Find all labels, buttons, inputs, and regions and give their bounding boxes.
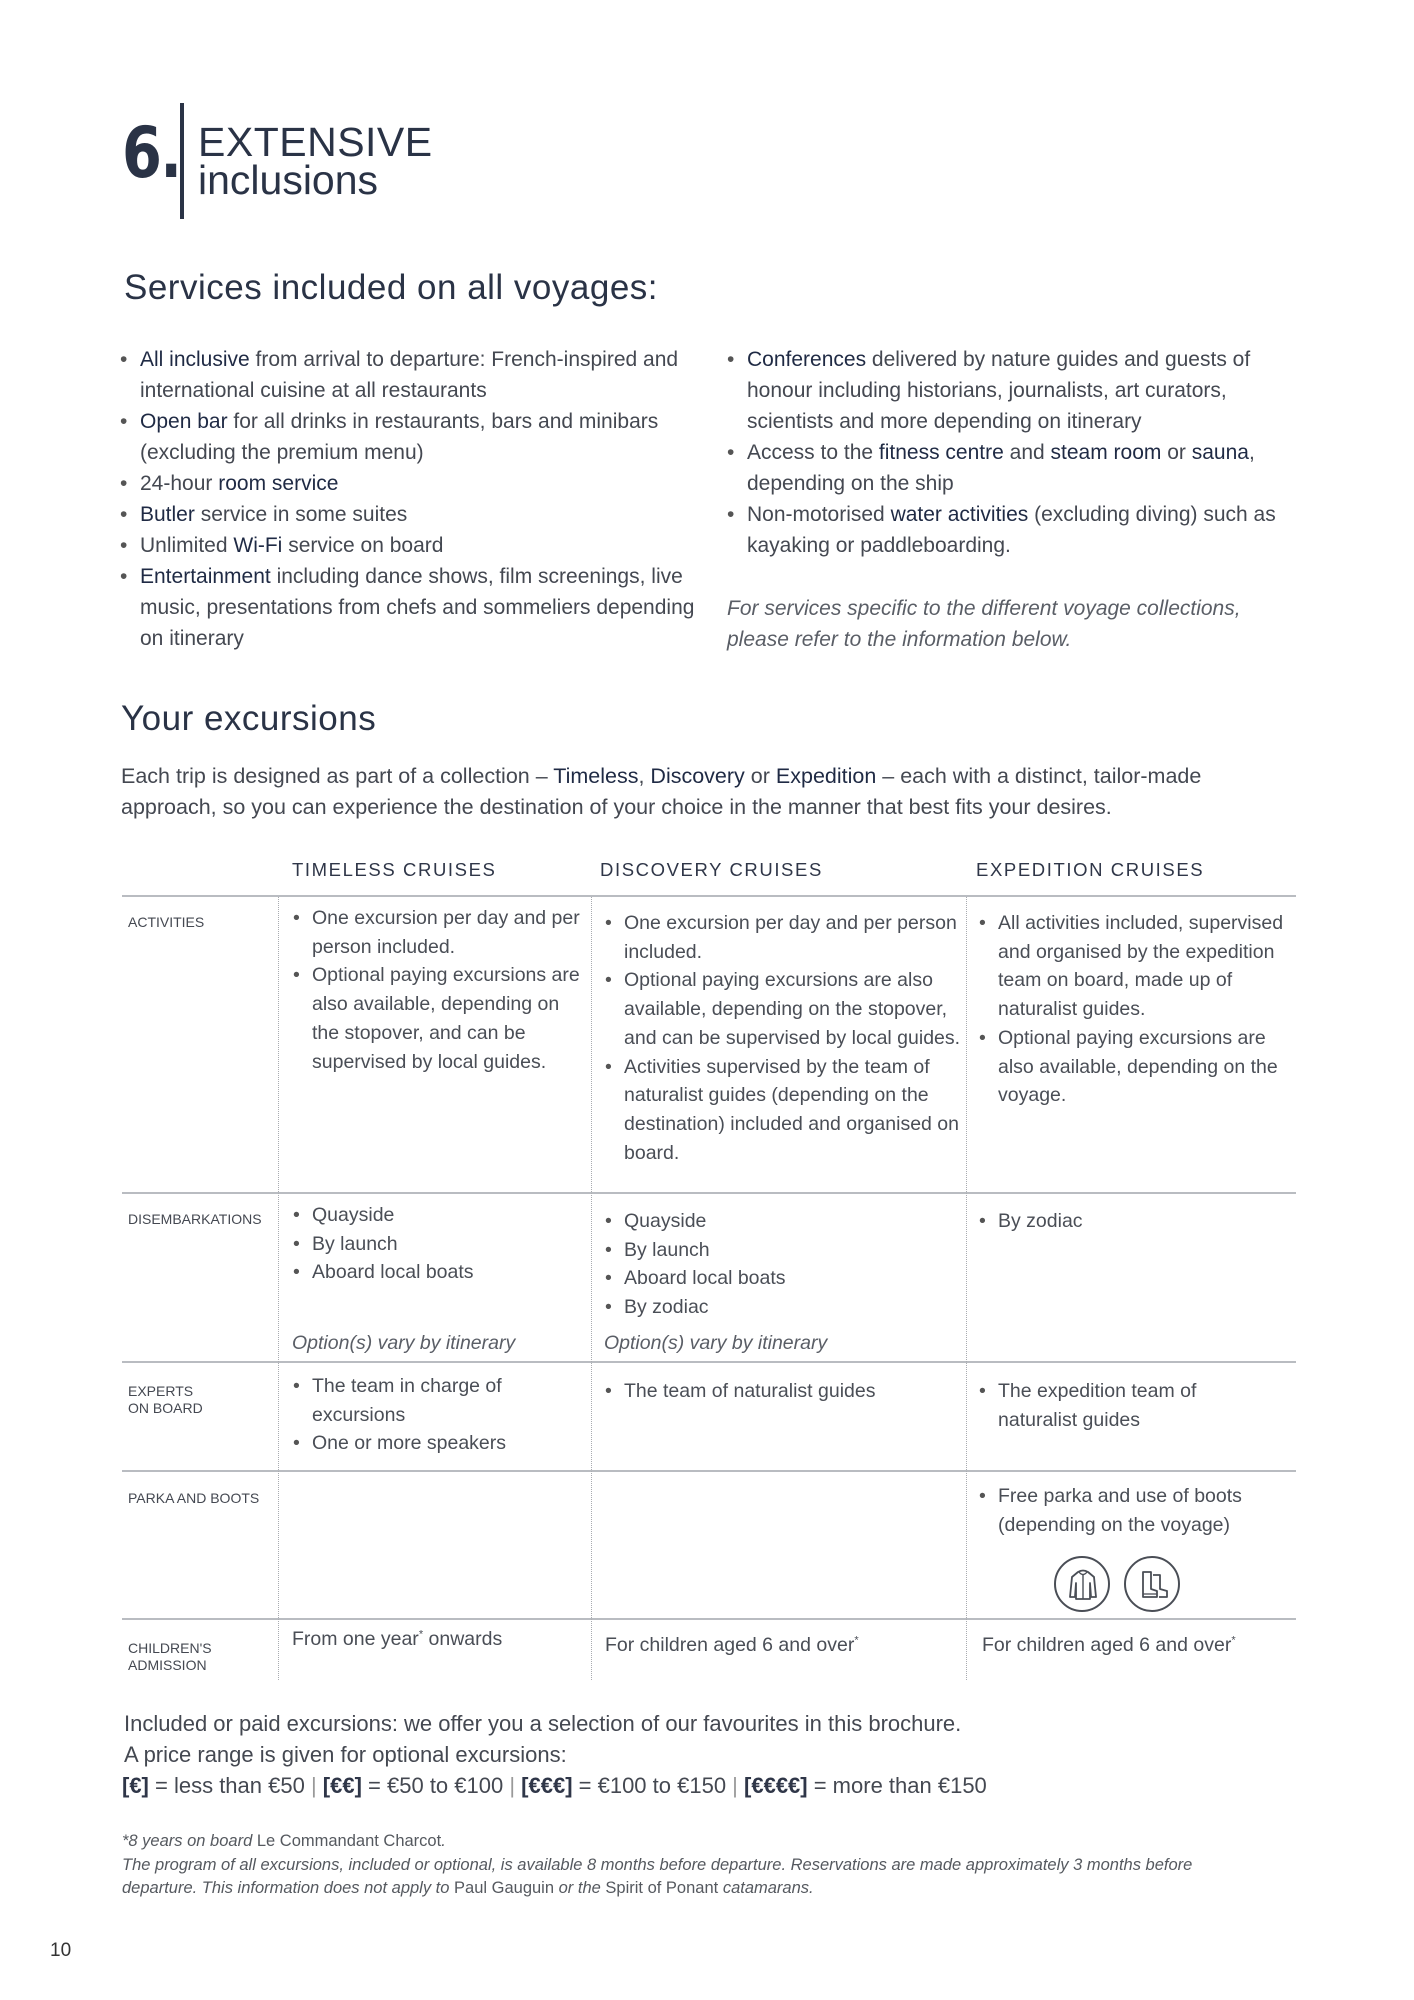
disembarkations-timeless-note: Option(s) vary by itinerary bbox=[292, 1332, 516, 1354]
services-note: For services specific to the different voyage collections, please refer to the information below. bbox=[727, 597, 1241, 651]
list-item: • Activities supervised by the team of naturalist guides (depending on the destination) included and organised on board. bbox=[604, 1053, 966, 1168]
table-rule bbox=[122, 1192, 1296, 1194]
list-item: • Quayside bbox=[604, 1207, 944, 1236]
row-label-children bbox=[128, 1640, 212, 1674]
excursions-title: Your excursions bbox=[121, 699, 377, 738]
services-title: Services included on all voyages: bbox=[124, 268, 659, 307]
list-item: • Aboard local boats bbox=[604, 1264, 944, 1293]
table-rule bbox=[122, 1361, 1296, 1363]
services-list-right bbox=[727, 344, 1317, 561]
col-header-timeless: TIMELESS CRUISES bbox=[292, 859, 497, 880]
col-header-discovery: DISCOVERY CRUISES bbox=[600, 859, 823, 880]
list-item: • All inclusive from arrival to departure: French-inspired and international cuisine at all restaurants bbox=[120, 344, 710, 406]
column-separator bbox=[278, 897, 279, 1680]
list-item: • One or more speakers bbox=[292, 1429, 522, 1458]
list-item: • Optional paying excursions are also available, depending on the stopover, and can be supervised by local guides. bbox=[292, 961, 582, 1076]
footnote-1: *8 years on board Le Commandant Charcot. bbox=[122, 1832, 446, 1850]
col-header-expedition: EXPEDITION CRUISES bbox=[976, 859, 1205, 880]
page-number: 10 bbox=[50, 1940, 72, 1961]
section-title-line2: inclusions bbox=[198, 157, 379, 203]
header-divider bbox=[180, 103, 184, 219]
list-item: • Open bar for all drinks in restaurants, bars and minibars (excluding the premium menu) bbox=[120, 406, 710, 468]
column-separator bbox=[591, 897, 592, 1680]
activities-timeless bbox=[292, 904, 582, 1076]
row-label-parka: PARKA AND BOOTS bbox=[128, 1490, 260, 1506]
list-item: • One excursion per day and per person included. bbox=[292, 904, 582, 961]
row-label-line: ADMISSION bbox=[128, 1657, 207, 1673]
table-rule bbox=[122, 895, 1296, 897]
list-item: • By launch bbox=[604, 1236, 944, 1265]
list-item: • Conferences delivered by nature guides and guests of honour including historians, journalists, art curators, scientists and more depending on itinerary bbox=[727, 344, 1317, 437]
list-item: • The expedition team of naturalist guides bbox=[978, 1377, 1208, 1434]
list-item: • By zodiac bbox=[604, 1293, 944, 1322]
list-item: • Butler service in some suites bbox=[120, 499, 710, 530]
activities-discovery bbox=[604, 909, 966, 1167]
services-list-left bbox=[120, 344, 710, 654]
table-rule bbox=[122, 1618, 1296, 1620]
row-label-experts bbox=[128, 1383, 203, 1417]
list-item: • Optional paying excursions are also available, depending on the voyage. bbox=[978, 1024, 1294, 1110]
list-item: • By zodiac bbox=[978, 1207, 1294, 1236]
experts-expedition bbox=[978, 1377, 1208, 1434]
table-rule bbox=[122, 1470, 1296, 1472]
list-item: • By launch bbox=[292, 1230, 582, 1259]
list-item: • The team of naturalist guides bbox=[604, 1377, 944, 1406]
disembarkations-discovery bbox=[604, 1207, 944, 1322]
activities-expedition bbox=[978, 909, 1294, 1110]
parka-icon bbox=[1054, 1556, 1110, 1612]
list-item: • All activities included, supervised and organised by the expedition team on board, made up of naturalist guides. bbox=[978, 909, 1294, 1024]
list-item: • One excursion per day and per person included. bbox=[604, 909, 966, 966]
row-label-line: CHILDREN'S bbox=[128, 1640, 212, 1656]
disembarkations-expedition bbox=[978, 1207, 1294, 1236]
row-label-disembarkations: DISEMBARKATIONS bbox=[128, 1211, 262, 1227]
section-number: 6. bbox=[122, 112, 181, 194]
list-item: • Non-motorised water activities (excluding diving) such as kayaking or paddleboarding. bbox=[727, 499, 1317, 561]
footnote-2: The program of all excursions, included or optional, is available 8 months before departure. Reservations are made approximately 3 months before departure. This information does not apply to Paul Gauguin or the Spirit of Ponant catamarans. bbox=[122, 1856, 1193, 1897]
experts-timeless bbox=[292, 1372, 522, 1458]
list-item: • Aboard local boats bbox=[292, 1258, 582, 1287]
experts-discovery bbox=[604, 1377, 944, 1406]
parka-expedition bbox=[978, 1482, 1268, 1539]
list-item: • Access to the fitness centre and steam room or sauna, depending on the ship bbox=[727, 437, 1317, 499]
children-expedition: For children aged 6 and over* bbox=[982, 1634, 1236, 1656]
list-item: • Entertainment including dance shows, film screenings, live music, presentations from chefs and sommeliers depending on itinerary bbox=[120, 561, 710, 654]
disembarkations-discovery-note: Option(s) vary by itinerary bbox=[604, 1332, 828, 1354]
row-label-activities: ACTIVITIES bbox=[128, 914, 205, 930]
pricing-line1: Included or paid excursions: we offer you a selection of our favourites in this brochure. bbox=[124, 1711, 962, 1736]
list-item: • Quayside bbox=[292, 1201, 582, 1230]
disembarkations-timeless bbox=[292, 1201, 582, 1287]
pricing-line2: A price range is given for optional excursions: bbox=[124, 1742, 567, 1767]
row-label-line: EXPERTS bbox=[128, 1383, 194, 1399]
list-item: • 24-hour room service bbox=[120, 468, 710, 499]
list-item: • Unlimited Wi-Fi service on board bbox=[120, 530, 710, 561]
list-item: • Optional paying excursions are also available, depending on the stopover, and can be supervised by local guides. bbox=[604, 966, 966, 1052]
price-ranges: [€] = less than €50 | [€€] = €50 to €100 | [€€€] = €100 to €150 | [€€€€] = more than €150 bbox=[122, 1773, 987, 1798]
section-title-line1: EXTENSIVE bbox=[198, 119, 433, 165]
column-separator bbox=[966, 897, 967, 1680]
list-item: • The team in charge of excursions bbox=[292, 1372, 522, 1429]
row-label-line: ON BOARD bbox=[128, 1400, 203, 1416]
children-discovery: For children aged 6 and over* bbox=[605, 1634, 859, 1656]
children-timeless: From one year* onwards bbox=[292, 1628, 503, 1650]
list-item: • Free parka and use of boots (depending on the voyage) bbox=[978, 1482, 1268, 1539]
excursions-intro: Each trip is designed as part of a collection – Timeless, Discovery or Expedition – each with a distinct, tailor-made approach, so you can experience the destination of your choice in the manner that best fits your desires. bbox=[121, 764, 1202, 819]
boots-icon bbox=[1124, 1556, 1180, 1612]
